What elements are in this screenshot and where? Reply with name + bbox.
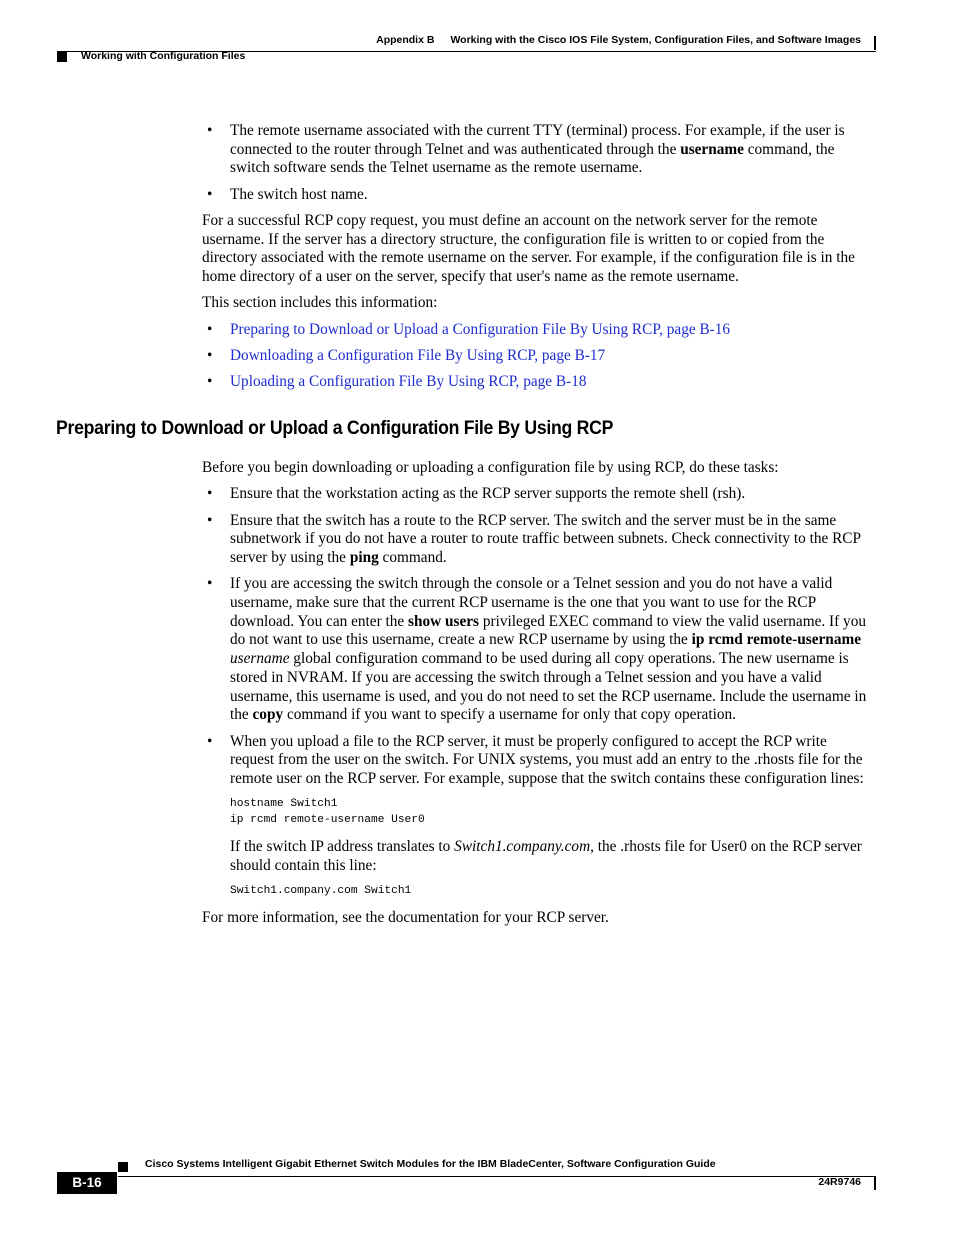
list-item: • When you upload a file to the RCP server, it must be properly configured to accept the RCP write request from the user on the switch. For UNIX systems, you must add an entry to the .rhosts file for the remote user on the RCP server. For example, suppose that the switch contains these configuration lines: hostname Switch1 ip rcmd remote-username User0 If the switch IP address translates to Switch1.company.com, the .rhosts file for User0 on the RCP server should contain this line: Switch1.company.com Switch1 [202,733,874,900]
header-marker [57,52,67,62]
list-item [202,373,874,392]
command-show-users: show users [408,612,479,630]
paragraph-more: For more information, see the documentation for your RCP server. [202,909,609,927]
footer-rule-vertical [874,1176,876,1190]
running-header [376,34,861,46]
paragraph-account: For a successful RCP copy request, you must define an account on the network server for the remote username. If the server has a directory structure, the configuration file is written to or copied from the directory associated with the remote username on the server. For example, if the configuration file is in the home directory of a user on the server, specify that user's name as the remote username. [202,212,855,286]
command-ping: ping [349,549,379,566]
command-ip-rcmd: ip rcmd remote-username [691,631,861,649]
section-heading: Preparing to Download or Upload a Configuration File By Using RCP [56,418,614,439]
code-block-rhosts: Switch1.company.com Switch1 [230,885,412,898]
paragraph-includes: This section includes this information: [202,294,438,312]
paragraph-rhosts: If the switch IP address translates to Switch1.company.com, the .rhosts file for User0 on the RCP server should contain this line: [230,838,862,874]
hostname-italic: Switch1.company.com [454,838,591,856]
section-content [202,459,874,936]
footer-title: Cisco Systems Intelligent Gigabit Ethernet Switch Modules for the IBM BladeCenter, Software Configuration Guide [145,1158,716,1170]
paragraph-before: Before you begin downloading or uploading a configuration file by using RCP, do these tasks: [202,459,779,476]
header-section: Working with Configuration Files [81,50,246,62]
document-number: 24R9746 [818,1176,861,1188]
page-number-badge: B-16 [57,1172,117,1194]
command-copy: copy [252,706,284,724]
list-item [202,347,874,366]
section-link-list [202,321,874,392]
header-rule-vertical [874,36,876,50]
intro-bullet-list [202,122,874,204]
footer-marker [118,1162,128,1172]
link-downloading[interactable]: Downloading a Configuration File By Using RCP, page B-17 [230,347,606,364]
header-chapter-title: Working with the Cisco IOS File System, Configuration Files, and Software Images [450,34,861,46]
code-block-config: hostname Switch1 ip rcmd remote-username User0 [230,798,425,827]
list-item: • Ensure that the workstation acting as the RCP server supports the remote shell (rsh). [202,485,874,504]
task-list [202,485,874,899]
list-item: • Ensure that the switch has a route to the RCP server. The switch and the server must be in the same subnetwork if you do not have a router to route traffic between subnets. Check connectivity to the RCP server by using the ping command. [202,512,874,568]
command-username: username [680,140,744,158]
list-item: • If you are accessing the switch through the console or a Telnet session and you do not have a valid username, make sure that the current RCP username is the one that you want to use for the RCP download. You can enter the show users privileged EXEC command to view the valid username. If you do not want to use this username, create a new RCP username by using the ip rcmd remote-username username global configuration command to be used during all copy operations. The new username is stored in NVRAM. If you are accessing the switch through a Telnet session and you have a valid username, this username is used, and you do not need to set the RCP username. Include the username in the copy command if you want to specify a username for only that copy operation. [202,575,874,725]
argument-username: username [230,650,290,668]
intro-content [202,122,874,400]
list-item [202,321,874,340]
link-preparing[interactable]: Preparing to Download or Upload a Configuration File By Using RCP, page B-16 [230,320,731,338]
footer-rule [118,1176,876,1177]
link-uploading[interactable]: Uploading a Configuration File By Using RCP, page B-18 [230,373,587,391]
list-item: • The switch host name. [202,186,874,205]
list-item: • The remote username associated with the current TTY (terminal) process. For example, if the user is connected to the router through Telnet and was authenticated through the username command, the switch software sends the Telnet username as the remote username. [202,122,874,178]
header-appendix: Appendix B [376,34,435,46]
